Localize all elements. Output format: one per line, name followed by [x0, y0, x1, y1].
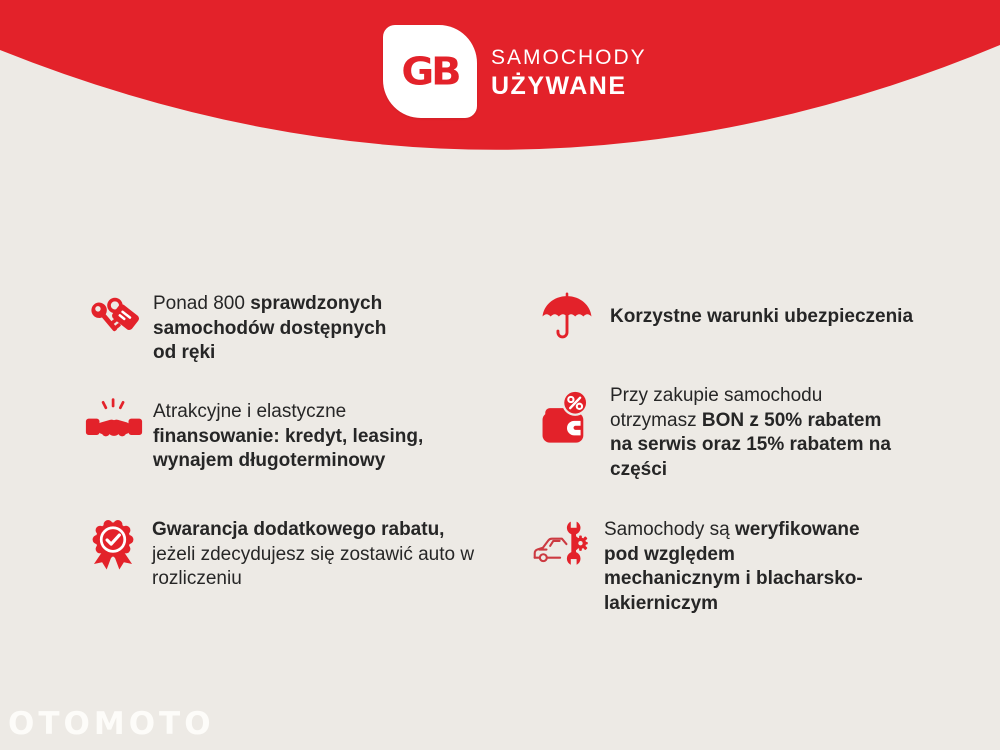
handshake-icon: [85, 396, 143, 454]
car-wrench-icon: [532, 516, 590, 574]
feature-car-wrench: [532, 516, 876, 616]
feature-available-cars: [85, 290, 395, 366]
feature-text: [610, 305, 982, 330]
feature-text: [153, 292, 395, 366]
feature-discount-guarantee: [84, 516, 492, 592]
feature-text: [604, 518, 876, 616]
feature-text-regular: Ponad 800: [153, 293, 251, 314]
feature-text: [152, 518, 492, 592]
feature-insurance: [538, 288, 982, 346]
brand-line-samochody: SAMOCHODY: [491, 46, 647, 69]
header-red-curve: [0, 0, 1000, 260]
feature-financing: [85, 396, 455, 474]
feature-text-bold: Gwarancja dodatkowego rabatu,: [152, 519, 445, 540]
feature-text-regular: Samochody są: [604, 519, 735, 540]
umbrella-icon: [538, 288, 596, 346]
feature-text: [153, 400, 455, 474]
feature-text-bold: finansowanie: kredyt, leasing, wynajem długoterminowy: [153, 425, 424, 471]
feature-text-bold: BON z 50% rabatem na serwis oraz 15% rabatem na części: [610, 409, 891, 480]
feature-text-regular: Atrakcyjne i elastyczne: [153, 401, 347, 422]
medal-check-icon: [84, 516, 142, 574]
keys-tag-icon: [85, 290, 143, 348]
feature-text-bold: sprawdzonych samochodów dostępnych od ręki: [153, 293, 387, 363]
brand-text: [491, 46, 647, 101]
feature-text-regular: Przy zakupie samochodu otrzymasz: [610, 385, 823, 431]
feature-text-bold: Korzystne warunki ubezpieczenia: [610, 305, 914, 327]
otomoto-watermark: OTOMOTO: [8, 706, 215, 742]
wallet-percent-icon: [538, 390, 596, 448]
gb-logo-monogram: GB: [401, 49, 459, 94]
brand-line-uzywane: UŻYWANE: [491, 72, 627, 100]
feature-text: [610, 384, 906, 482]
feature-text-bold: weryfikowane pod względem mechanicznym i blacharsko-lakierniczym: [604, 519, 863, 614]
feature-text-regular: jeżeli zdecydujesz się zostawić auto w rozliczeniu: [152, 543, 475, 589]
feature-service-bonus: [538, 385, 906, 482]
gb-logo-card: [383, 25, 477, 118]
